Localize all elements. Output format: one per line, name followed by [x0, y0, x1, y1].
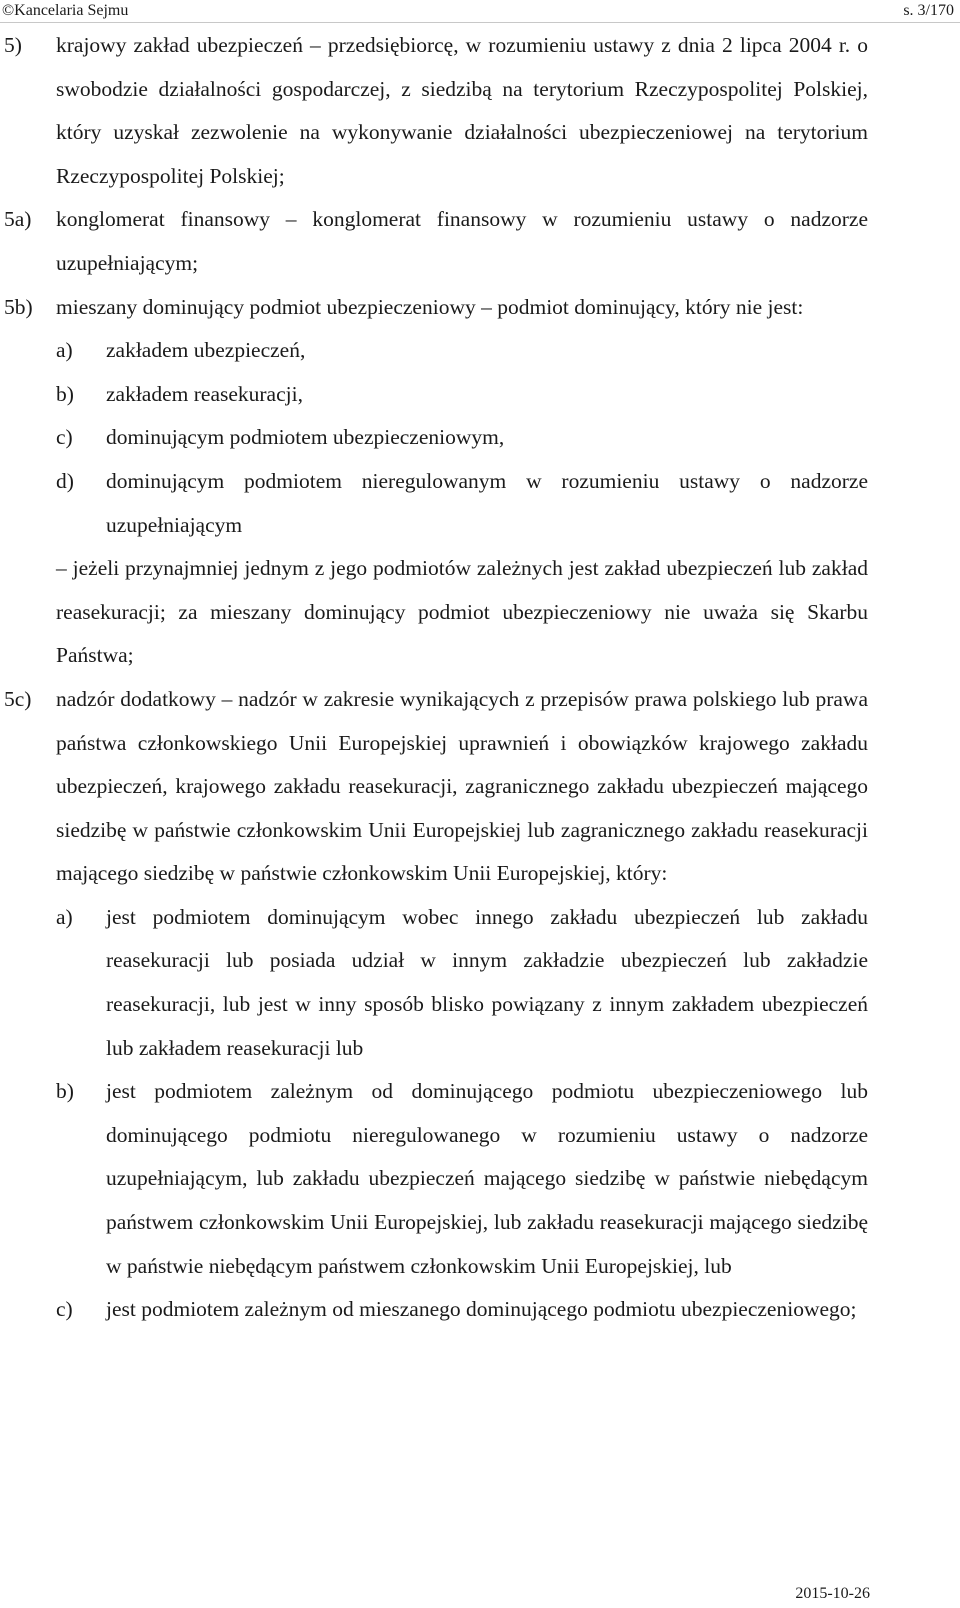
- item-text: jest podmiotem zależnym od mieszanego dominującego podmiotu ubezpieczeniowego;: [106, 1297, 857, 1322]
- sub-item-5b-a: [0, 329, 960, 373]
- header-source: ©Kancelaria Sejmu: [2, 2, 129, 19]
- item-text: konglomerat finansowy – konglomerat finansowy w rozumieniu ustawy o nadzorze uzupełniającym;: [56, 207, 868, 275]
- definition-5a: [0, 198, 960, 285]
- header-page-number: s. 3/170: [903, 2, 954, 19]
- item-number: b): [56, 381, 74, 406]
- item-text: – jeżeli przynajmniej jednym z jego podmiotów zależnych jest zakład ubezpieczeń lub zakład reasekuracji; za mieszany dominujący podmiot ubezpieczeniowy nie uważa się Skarbu Państwa;: [56, 556, 868, 668]
- sub-item-5c-a: [0, 896, 960, 1070]
- definition-5c: [0, 678, 960, 896]
- item-text: mieszany dominujący podmiot ubezpieczeniowy – podmiot dominujący, który nie jest:: [56, 294, 804, 319]
- item-number: 5b): [4, 294, 33, 319]
- item-number: a): [56, 904, 73, 929]
- item-text: dominującym podmiotem nieregulowanym w rozumieniu ustawy o nadzorze uzupełniającym: [106, 468, 868, 537]
- sub-item-5b-c: [0, 416, 960, 460]
- header-divider: [0, 22, 960, 23]
- definition-5b: [0, 286, 960, 330]
- item-text: krajowy zakład ubezpieczeń – przedsiębiorcę, w rozumieniu ustawy z dnia 2 lipca 2004 r. o swobodzie działalności gospodarczej, z siedzibą na terytorium Rzeczypospolitej Polskiej, który uzyskał zezwolenie na wykonywanie działalności ubezpieczeniowej na terytorium Rzeczypospolitej Polskiej;: [56, 33, 868, 188]
- item-number: a): [56, 338, 73, 363]
- item-number: d): [56, 468, 74, 493]
- item-number: c): [56, 425, 73, 450]
- item-text: jest podmiotem zależnym od dominującego podmiotu ubezpieczeniowego lub dominującego podmiotu nieregulowanego w rozumieniu ustawy o nadzorze uzupełniającym, lub zakładu ubezpieczeń mającego siedzibę w państwie niebędącym państwem członkowskim Unii Europejskiej, lub zakładu reasekuracji mającego siedzibę w państwie niebędącym państwem członkowskim Unii Europejskiej, lub: [106, 1079, 868, 1278]
- item-number: 5): [4, 33, 22, 57]
- item-number: 5c): [4, 686, 32, 711]
- item-number: c): [56, 1297, 73, 1322]
- document-body: [0, 24, 960, 1332]
- definition-5: [0, 24, 960, 198]
- sub-item-5b-d: [0, 460, 960, 547]
- sub-item-5c-c: [0, 1288, 960, 1332]
- item-number: 5a): [4, 207, 32, 232]
- sub-item-5b-b: [0, 373, 960, 417]
- definition-5b-continuation: [0, 547, 960, 678]
- item-text: zakładem reasekuracji,: [106, 381, 303, 406]
- item-number: b): [56, 1079, 74, 1104]
- item-text: dominującym podmiotem ubezpieczeniowym,: [106, 425, 505, 450]
- item-text: jest podmiotem dominującym wobec innego zakładu ubezpieczeń lub zakładu reasekuracji lub posiada udział w innym zakładzie ubezpieczeń lub zakładzie reasekuracji, lub jest w inny sposób blisko powiązany z innym zakładem ubezpieczeń lub zakładem reasekuracji lub: [106, 904, 868, 1060]
- page-header: [0, 0, 960, 22]
- item-text: zakładem ubezpieczeń,: [106, 338, 306, 363]
- footer-date: 2015-10-26: [795, 1585, 870, 1602]
- sub-item-5c-b: [0, 1070, 960, 1288]
- item-text: nadzór dodatkowy – nadzór w zakresie wynikających z przepisów prawa polskiego lub prawa państwa członkowskiego Unii Europejskiej uprawnień i obowiązków krajowego zakładu ubezpieczeń, krajowego zakładu reasekuracji, zagranicznego zakładu ubezpieczeń mającego siedzibę w państwie członkowskim Unii Europejskiej lub zagranicznego zakładu reasekuracji mającego siedzibę w państwie członkowskim Unii Europejskiej, który:: [56, 686, 868, 886]
